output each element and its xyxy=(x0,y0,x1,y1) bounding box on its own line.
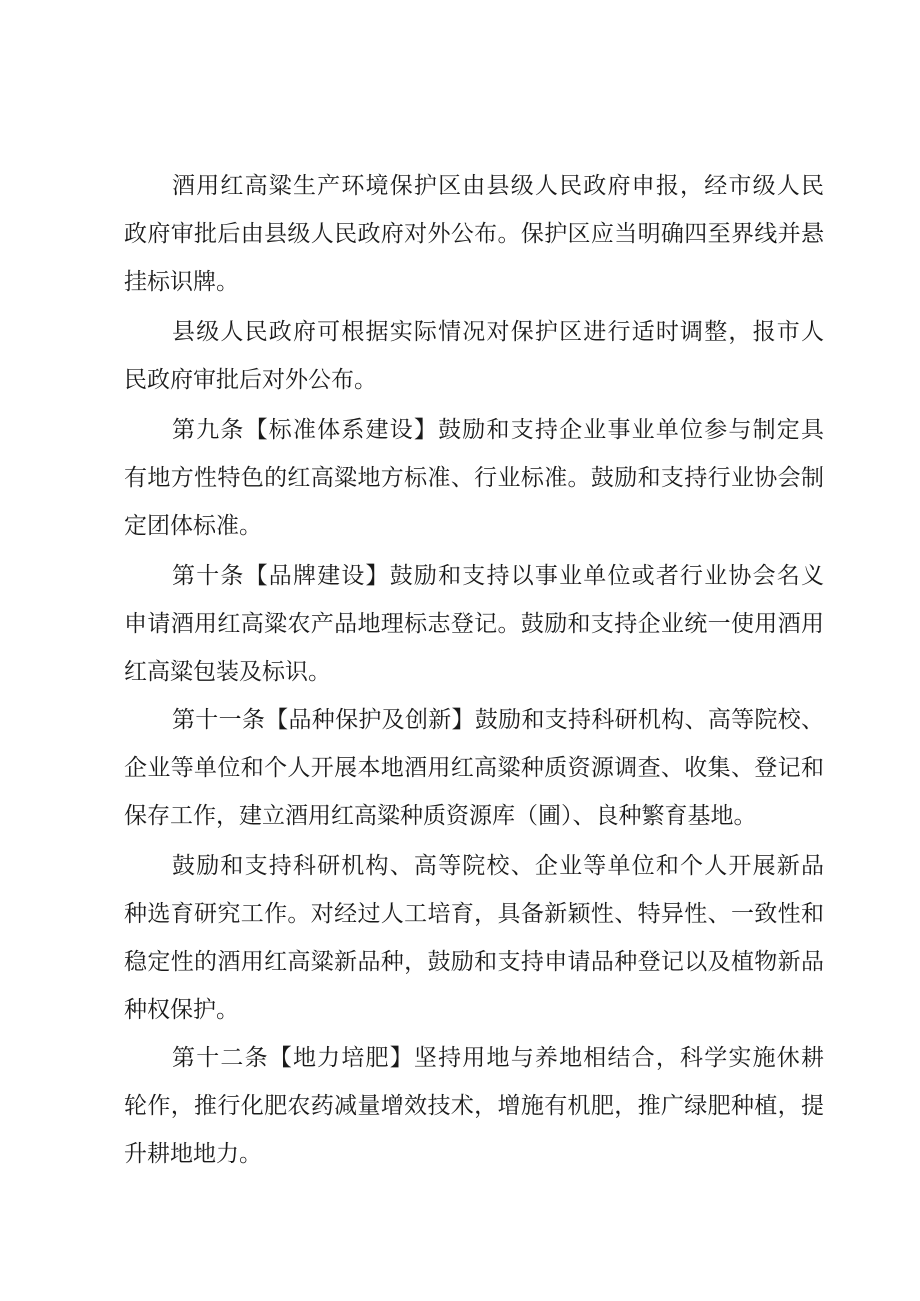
text-line: 升耕地地力。 xyxy=(124,1141,262,1167)
text-line: 鼓励和支持科研机构、高等院校、企业等单位和个人开展新品 xyxy=(172,853,824,879)
text-line: 挂标识牌。 xyxy=(124,269,239,295)
text-line: 保存工作，建立酒用红高粱种质资源库（圃）、良种繁育基地。 xyxy=(124,803,757,829)
text-line: 县级人民政府可根据实际情况对保护区进行适时调整，报市人 xyxy=(172,319,824,345)
text-line: 有地方性特色的红高粱地方标准、行业标准。鼓励和支持行业协会制 xyxy=(124,465,824,491)
text-line: 政府审批后由县级人民政府对外公布。保护区应当明确四至界线并悬 xyxy=(124,221,824,247)
text-line: 申请酒用红高粱农产品地理标志登记。鼓励和支持企业统一使用酒用 xyxy=(124,611,824,637)
text-line: 红高粱包装及标识。 xyxy=(124,659,331,685)
text-line: 轮作，推行化肥农药减量增效技术，增施有机肥，推广绿肥种植，提 xyxy=(124,1093,824,1119)
text-line: 第十二条【地力培肥】坚持用地与养地相结合，科学实施休耕 xyxy=(172,1045,824,1071)
text-line: 种权保护。 xyxy=(124,997,239,1023)
text-line: 民政府审批后对外公布。 xyxy=(124,367,377,393)
text-line: 种选育研究工作。对经过人工培育，具备新颖性、特异性、一致性和 xyxy=(124,901,824,927)
text-line: 稳定性的酒用红高粱新品种，鼓励和支持申请品种登记以及植物新品 xyxy=(124,949,824,975)
text-line: 第九条【标准体系建设】鼓励和支持企业事业单位参与制定具 xyxy=(172,417,824,443)
text-line: 第十条【品牌建设】鼓励和支持以事业单位或者行业协会名义 xyxy=(172,563,824,589)
text-line: 定团体标准。 xyxy=(124,513,262,539)
text-line: 酒用红高粱生产环境保护区由县级人民政府申报，经市级人民 xyxy=(172,173,824,199)
text-line: 第十一条【品种保护及创新】鼓励和支持科研机构、高等院校、 xyxy=(172,707,824,733)
text-line: 企业等单位和个人开展本地酒用红高粱种质资源调查、收集、登记和 xyxy=(124,755,824,781)
